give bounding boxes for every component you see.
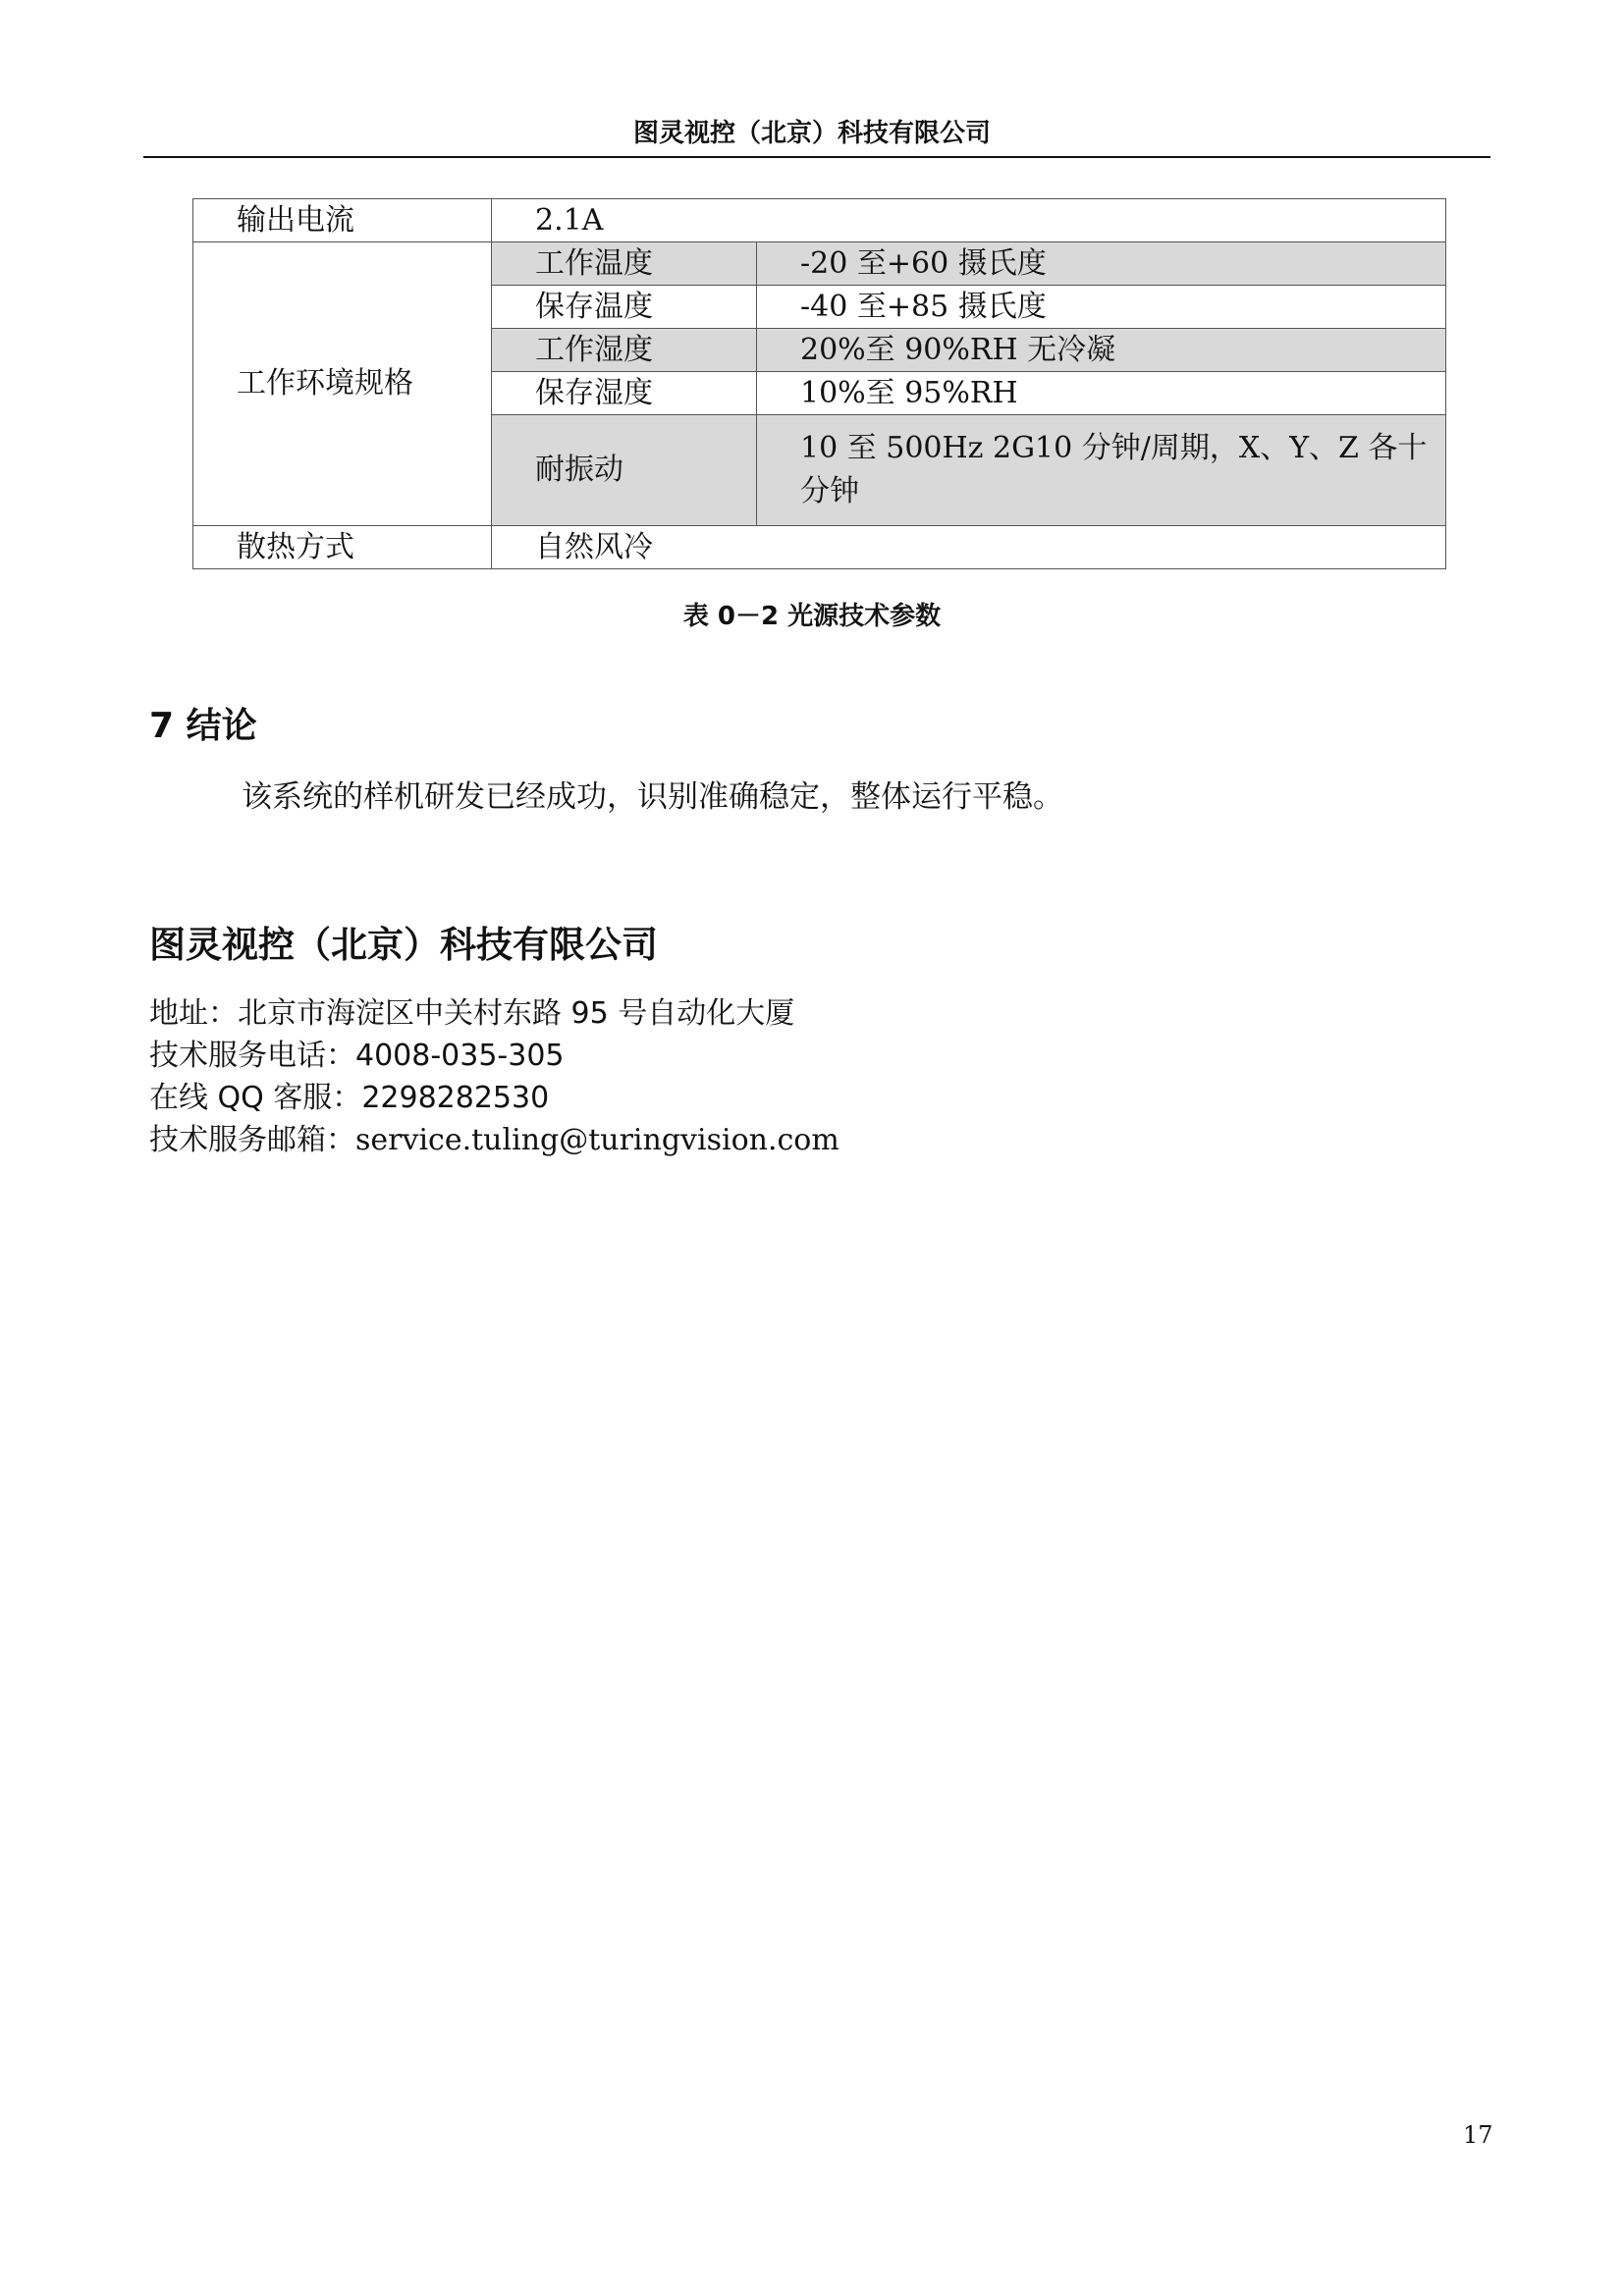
address-label: 地址： — [149, 996, 238, 1031]
phone-value: 4008-035-305 — [355, 1039, 565, 1073]
address-value: 北京市海淀区中关村东路 95 号自动化大厦 — [238, 996, 795, 1031]
cell-value: -20 至+60 摄氏度 — [757, 242, 1446, 286]
company-name: 图灵视控（北京）科技有限公司 — [149, 924, 658, 966]
address-line — [149, 993, 794, 1035]
qq-label: 在线 QQ 客服： — [149, 1081, 362, 1115]
page-number: 17 — [1463, 2121, 1493, 2149]
section-heading-conclusion: 7 结论 — [149, 706, 257, 746]
cell-value — [757, 415, 1446, 526]
vibration-line-1: 10 至 500Hz 2G10 分钟/周期，X、Y、Z 各十 — [800, 431, 1428, 465]
table-row-output-current — [193, 199, 1446, 242]
conclusion-paragraph: 该系统的样机研发已经成功，识别准确稳定，整体运行平稳。 — [242, 779, 1063, 815]
phone-label: 技术服务电话： — [149, 1039, 355, 1073]
cell-sub-label: 耐振动 — [492, 415, 757, 526]
cell-label: 散热方式 — [193, 526, 492, 569]
cell-value: 自然风冷 — [492, 526, 1446, 569]
light-source-spec-table — [192, 198, 1446, 569]
table-row-cooling — [193, 526, 1446, 569]
cell-sub-label: 工作湿度 — [492, 329, 757, 372]
table-caption: 表 0－2 光源技术参数 — [682, 602, 942, 631]
phone-line — [149, 1036, 565, 1077]
vibration-line-2: 分钟 — [800, 474, 859, 508]
email-line — [149, 1120, 839, 1161]
cell-value: 2.1A — [492, 199, 1446, 242]
email-label: 技术服务邮箱： — [149, 1123, 355, 1157]
cell-value: -40 至+85 摄氏度 — [757, 286, 1446, 329]
cell-env-group-label: 工作环境规格 — [193, 242, 492, 526]
qq-value: 2298282530 — [361, 1081, 550, 1115]
cell-sub-label: 工作温度 — [492, 242, 757, 286]
qq-line — [149, 1078, 549, 1119]
cell-value: 20%至 90%RH 无冷凝 — [757, 329, 1446, 372]
cell-sub-label: 保存温度 — [492, 286, 757, 329]
email-link[interactable]: service.tuling@turingvision.com — [355, 1123, 839, 1157]
table-row-env-operating-temp — [193, 242, 1446, 286]
header-divider — [143, 156, 1490, 158]
cell-label: 输出电流 — [193, 199, 492, 242]
cell-value: 10%至 95%RH — [757, 372, 1446, 415]
page-header-title: 图灵视控（北京）科技有限公司 — [632, 119, 991, 148]
cell-sub-label: 保存湿度 — [492, 372, 757, 415]
